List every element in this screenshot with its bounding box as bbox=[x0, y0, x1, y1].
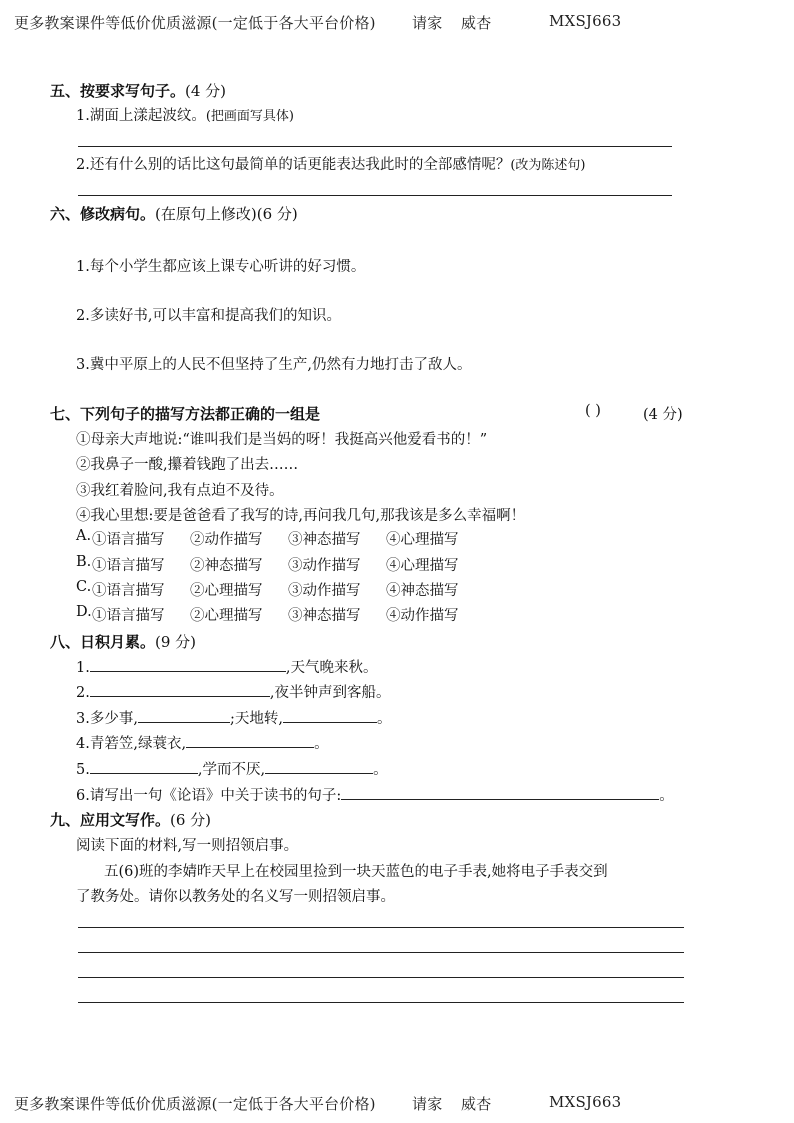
s8-q5-c: 。 bbox=[373, 762, 388, 778]
header-contact-prefix: 请家 bbox=[412, 14, 443, 32]
s9-paragraph-line-2: 了教务处。请你以教务处的名义写一则招领启事。 bbox=[76, 889, 395, 905]
footer-promo-text: 更多教案课件等低价优质滋源(一定低于各大平台价格) bbox=[14, 1095, 376, 1113]
s8-q5-b: ,学而不厌, bbox=[197, 762, 266, 778]
s8-q1-num: 1. bbox=[76, 660, 90, 676]
s8-q2-num: 2. bbox=[76, 685, 90, 701]
option-item: ③动作描写 bbox=[288, 583, 361, 599]
s8-q4-b: 。 bbox=[314, 736, 329, 752]
header-promo-text: 更多教案课件等低价优质滋源(一定低于各大平台价格) bbox=[14, 14, 376, 32]
option-item: ①语言描写 bbox=[92, 558, 165, 574]
s9-writing-line-3[interactable] bbox=[78, 977, 684, 978]
s8-q3-c: 。 bbox=[376, 711, 392, 727]
option-item: ④心理描写 bbox=[386, 532, 459, 548]
option-item: ②动作描写 bbox=[190, 532, 263, 548]
section-7-title: 七、下列句子的描写方法都正确的一组是 bbox=[50, 405, 321, 423]
s8-q1-tail: ,天气晚来秋。 bbox=[285, 660, 378, 676]
option-item: ③神态描写 bbox=[288, 608, 361, 624]
s5-q1-answer-line[interactable] bbox=[78, 146, 672, 147]
section-8-points: (9 分) bbox=[155, 633, 197, 651]
s8-q2 bbox=[76, 681, 390, 702]
section-6-points: (在原句上修改)(6 分) bbox=[155, 205, 298, 223]
s7-sentence-1: ①母亲大声地说:“谁叫我们是当妈的呀！我挺高兴他爱看书的！” bbox=[76, 432, 488, 448]
option-item: ③动作描写 bbox=[288, 558, 361, 574]
s8-q3-b: ;天地转, bbox=[229, 711, 283, 727]
s5-q2-note: (改为陈述句) bbox=[510, 158, 586, 173]
s5-q1-note: (把画面写具体) bbox=[205, 109, 294, 124]
option-letter: D. bbox=[76, 604, 92, 620]
s9-writing-line-4[interactable] bbox=[78, 1002, 684, 1003]
section-5-points: (4 分) bbox=[185, 82, 227, 100]
header-contact-name: 威杏 bbox=[461, 14, 492, 32]
s7-sentence-4: ④我心里想:要是爸爸看了我写的诗,再问我几句,那我该是多么幸福啊！ bbox=[76, 508, 526, 524]
s8-q5-a: 5. bbox=[76, 762, 90, 778]
s7-answer-bracket[interactable]: ( ) bbox=[585, 403, 601, 419]
s6-q3: 3.冀中平原上的人民不但坚持了生产,仍然有力地打击了敌人。 bbox=[76, 357, 472, 373]
s7-points: (4 分) bbox=[643, 407, 683, 423]
s8-q6 bbox=[76, 784, 674, 805]
s5-q1-text: 1.湖面上漾起波纹。 bbox=[76, 108, 206, 124]
s8-q6-b: 。 bbox=[659, 788, 674, 804]
s5-q2-text: 2.还有什么别的话比这句最简单的话更能表达我此时的全部感情呢？ bbox=[76, 157, 511, 173]
section-5-heading: 五、按要求写句子。 bbox=[50, 82, 186, 100]
s8-q6-blank[interactable] bbox=[341, 785, 659, 800]
section-9-title bbox=[50, 809, 211, 830]
page-footer bbox=[14, 1093, 784, 1113]
option-letter: C. bbox=[76, 579, 92, 595]
section-8-title bbox=[50, 631, 196, 652]
option-item: ①语言描写 bbox=[92, 608, 165, 624]
s9-intro: 阅读下面的材料,写一则招领启事。 bbox=[76, 838, 299, 854]
section-6-title bbox=[50, 203, 298, 224]
s8-q4-blank[interactable] bbox=[186, 733, 314, 748]
s6-q2: 2.多读好书,可以丰富和提高我们的知识。 bbox=[76, 308, 341, 324]
section-6-heading: 六、修改病句。 bbox=[50, 205, 156, 223]
page-header bbox=[14, 12, 784, 32]
s9-writing-line-2[interactable] bbox=[78, 952, 684, 953]
option-item: ④动作描写 bbox=[386, 608, 459, 624]
s8-q3 bbox=[76, 707, 391, 728]
s8-q1-blank[interactable] bbox=[90, 657, 286, 672]
header-code: MXSJ663 bbox=[549, 12, 622, 30]
s6-q1: 1.每个小学生都应该上课专心听讲的好习惯。 bbox=[76, 259, 366, 275]
option-item: ①语言描写 bbox=[92, 532, 165, 548]
section-9-points: (6 分) bbox=[170, 811, 212, 829]
s7-option-b[interactable] bbox=[76, 554, 476, 574]
s8-q4 bbox=[76, 732, 329, 753]
s8-q5 bbox=[76, 758, 388, 779]
s8-q3-blank-1[interactable] bbox=[138, 708, 230, 723]
s8-q1 bbox=[76, 656, 377, 677]
s8-q3-a: 3.多少事, bbox=[76, 711, 138, 727]
s7-option-a[interactable] bbox=[76, 528, 476, 548]
s8-q6-a: 6.请写出一句《论语》中关于读书的句子: bbox=[76, 788, 342, 804]
option-item: ④神态描写 bbox=[386, 583, 459, 599]
section-5-title bbox=[50, 80, 226, 101]
option-letter: A. bbox=[76, 528, 92, 544]
section-5-question-2 bbox=[76, 153, 586, 174]
s8-q2-blank[interactable] bbox=[90, 682, 270, 697]
option-item: ①语言描写 bbox=[92, 583, 165, 599]
s7-sentence-3: ③我红着脸问,我有点迫不及待。 bbox=[76, 483, 284, 499]
section-9-heading: 九、应用文写作。 bbox=[50, 811, 171, 829]
section-5-question-1 bbox=[76, 104, 294, 125]
s9-paragraph-line-1: 五(6)班的李婧昨天早上在校园里捡到一块天蓝色的电子手表,她将电子手表交到 bbox=[104, 864, 608, 880]
s7-sentence-2: ②我鼻子一酸,攥着钱跑了出去…… bbox=[76, 457, 299, 473]
s9-writing-line-1[interactable] bbox=[78, 927, 684, 928]
option-item: ②心理描写 bbox=[190, 583, 263, 599]
s8-q5-blank-1[interactable] bbox=[90, 759, 198, 774]
s8-q2-tail: ,夜半钟声到客船。 bbox=[269, 685, 391, 701]
s7-option-d[interactable] bbox=[76, 604, 476, 624]
footer-code: MXSJ663 bbox=[549, 1093, 622, 1111]
footer-contact-prefix: 请家 bbox=[412, 1095, 443, 1113]
s7-option-c[interactable] bbox=[76, 579, 476, 599]
option-item: ③神态描写 bbox=[288, 532, 361, 548]
footer-contact-name: 威杏 bbox=[461, 1095, 492, 1113]
section-8-heading: 八、日积月累。 bbox=[50, 633, 156, 651]
option-item: ②神态描写 bbox=[190, 558, 263, 574]
s5-q2-answer-line[interactable] bbox=[78, 195, 672, 196]
option-item: ②心理描写 bbox=[190, 608, 263, 624]
option-item: ④心理描写 bbox=[386, 558, 459, 574]
option-letter: B. bbox=[76, 554, 92, 570]
s8-q3-blank-2[interactable] bbox=[283, 708, 377, 723]
s8-q4-a: 4.青箬笠,绿蓑衣, bbox=[76, 736, 187, 752]
s8-q5-blank-2[interactable] bbox=[265, 759, 373, 774]
